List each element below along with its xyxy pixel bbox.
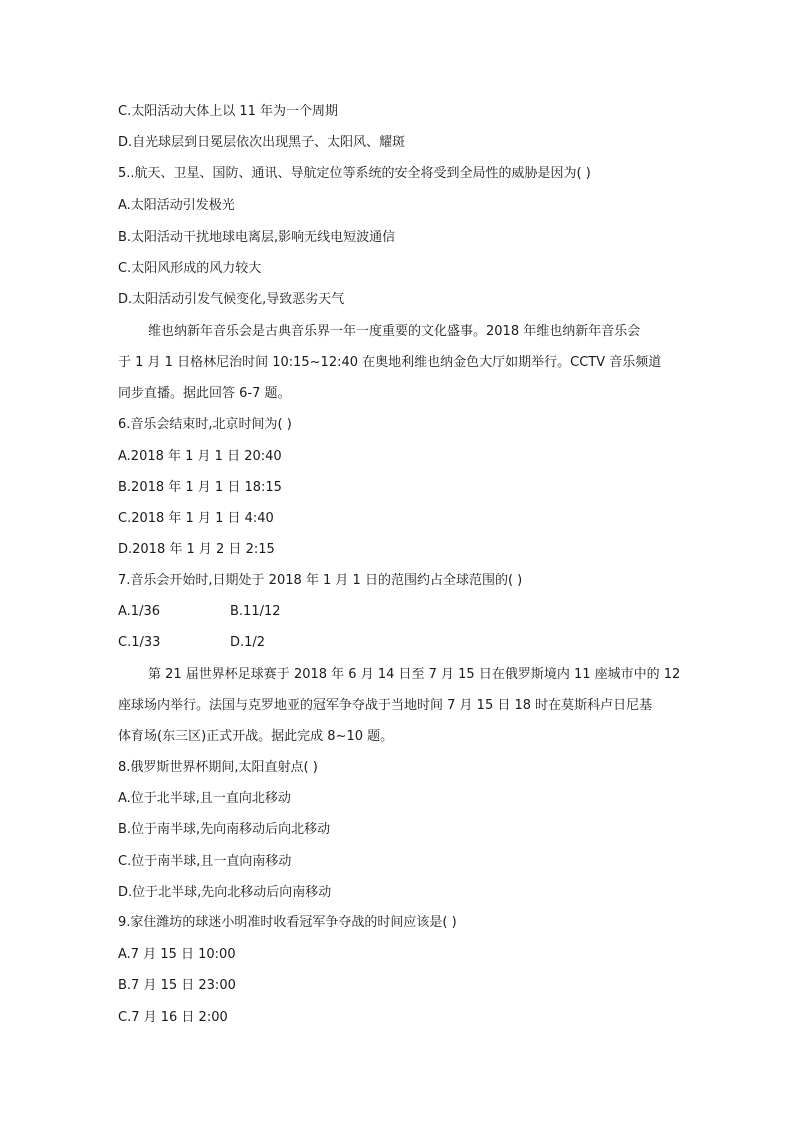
q6-stem: 6.音乐会结束时,北京时间为( ): [118, 417, 292, 432]
q5-option-a: A.太阳活动引发极光: [118, 198, 235, 213]
q4-option-c: C.太阳活动大体上以 11 年为一个周期: [118, 104, 339, 119]
q8-option-b: B.位于南半球,先向南移动后向北移动: [118, 822, 331, 837]
q5-option-c: C.太阳风形成的风力较大: [118, 261, 262, 276]
q8-option-c: C.位于南半球,且一直向南移动: [118, 854, 292, 869]
q4-option-d: D.自光球层到日冕层依次出现黑子、太阳风、耀斑: [118, 135, 406, 150]
q7-option-a: A.1/36: [118, 604, 160, 619]
passage2-line3: 体育场(东三区)正式开战。据此完成 8~10 题。: [118, 729, 394, 744]
q6-option-a: A.2018 年 1 月 1 日 20:40: [118, 449, 282, 464]
q6-option-c: C.2018 年 1 月 1 日 4:40: [118, 511, 274, 526]
passage1-line1: 维也纳新年音乐会是古典音乐界一年一度重要的文化盛事。2018 年维也纳新年音乐会: [148, 324, 641, 339]
q8-stem: 8.俄罗斯世界杯期间,太阳直射点( ): [118, 760, 318, 775]
q6-option-d: D.2018 年 1 月 2 日 2:15: [118, 542, 275, 557]
passage1-line2: 于 1 月 1 日格林尼治时间 10:15~12:40 在奥地利维也纳金色大厅如期举行。CCTV 音乐频道: [118, 355, 662, 370]
passage2-line1: 第 21 届世界杯足球赛于 2018 年 6 月 14 日至 7 月 15 日在俄罗斯境内 11 座城市中的 12: [148, 667, 681, 682]
passage2-line2: 座球场内举行。法国与克罗地亚的冠军争夺战于当地时间 7 月 15 日 18 时在莫斯科卢日尼基: [118, 698, 653, 713]
q9-option-a: A.7 月 15 日 10:00: [118, 947, 236, 962]
q9-option-c: C.7 月 16 日 2:00: [118, 1010, 228, 1025]
q9-stem: 9.家住潍坊的球迷小明准时收看冠军争夺战的时间应该是( ): [118, 915, 457, 930]
q5-option-b: B.太阳活动干扰地球电离层,影响无线电短波通信: [118, 230, 396, 245]
passage1-line3: 同步直播。据此回答 6-7 题。: [118, 386, 291, 401]
q5-stem: 5..航天、卫星、国防、通讯、导航定位等系统的安全将受到全局性的威胁是因为( ): [118, 166, 591, 181]
q8-option-a: A.位于北半球,且一直向北移动: [118, 791, 291, 806]
q7-option-c: C.1/33: [118, 635, 161, 650]
q6-option-b: B.2018 年 1 月 1 日 18:15: [118, 480, 282, 495]
q7-option-b: B.11/12: [230, 604, 281, 619]
q5-option-d: D.太阳活动引发气候变化,导致恶劣天气: [118, 292, 345, 307]
q7-stem: 7.音乐会开始时,日期处于 2018 年 1 月 1 日的范围约占全球范围的( ): [118, 573, 523, 588]
q9-option-b: B.7 月 15 日 23:00: [118, 978, 236, 993]
q7-option-d: D.1/2: [230, 635, 266, 650]
q8-option-d: D.位于北半球,先向北移动后向南移动: [118, 885, 332, 900]
